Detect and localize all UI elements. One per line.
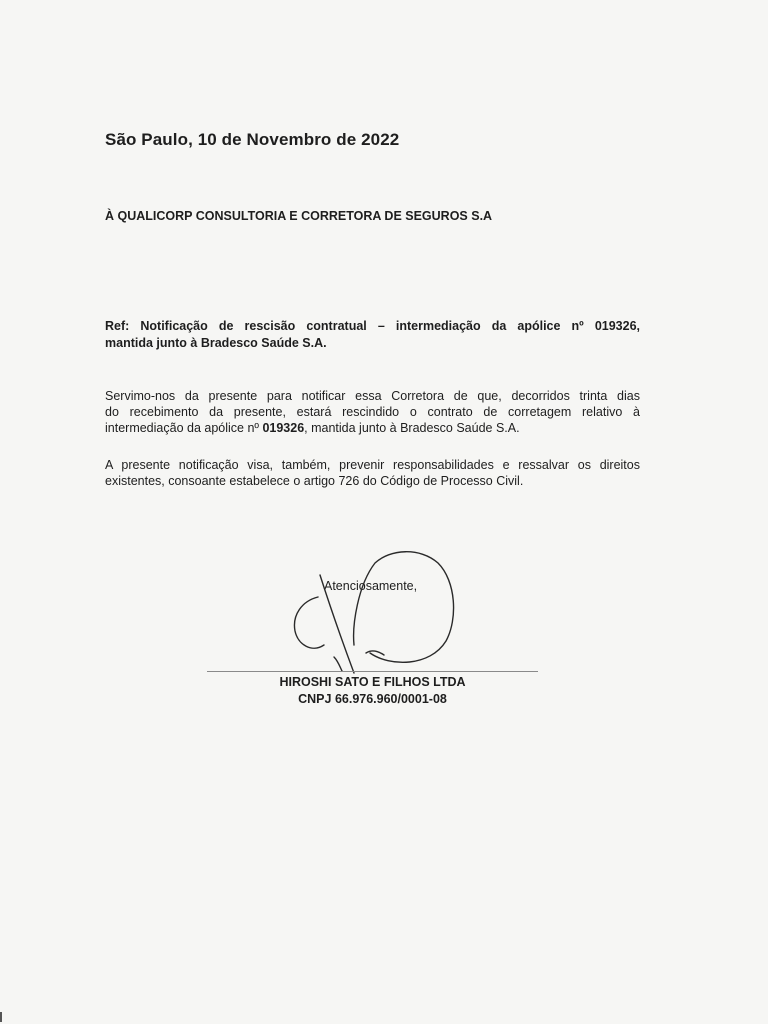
handwritten-signature — [280, 545, 470, 675]
paragraph-1-line-3-end: , mantida junto à Bradesco Saúde S.A. — [304, 421, 520, 435]
reference-line-1: Ref: Notificação de rescisão contratual – intermediação da apólice nº 019326, — [105, 319, 640, 333]
body-paragraph-1 — [105, 388, 640, 436]
body-paragraph-2 — [105, 457, 640, 489]
policy-number: 019326 — [262, 421, 305, 435]
letter-date: São Paulo, 10 de Novembro de 2022 — [105, 130, 400, 149]
closing-salutation: Atenciosamente, — [324, 579, 418, 593]
paragraph-1-line-1: Servimo-nos da presente para notificar essa Corretora de que, decorridos trinta dias — [105, 389, 640, 403]
paragraph-1-line-2: do recebimento da presente, estará rescindido o contrato de corretagem relativo à — [105, 405, 640, 419]
paragraph-1-line-3-start: intermediação da apólice nº — [105, 421, 263, 435]
company-name: HIROSHI SATO E FILHOS LTDA — [279, 675, 466, 689]
paragraph-2-line-1: A presente notificação visa, também, prevenir responsabilidades e ressalvar os direitos — [105, 458, 640, 472]
letter-reference — [105, 318, 640, 352]
reference-line-2: mantida junto à Bradesco Saúde S.A. — [105, 336, 327, 350]
scan-edge-mark — [0, 1012, 2, 1022]
paragraph-1-line-3 — [105, 420, 640, 436]
signature-line — [207, 671, 538, 672]
letter-recipient: À QUALICORP CONSULTORIA E CORRETORA DE SEGUROS S.A — [105, 209, 493, 223]
company-cnpj: CNPJ 66.976.960/0001-08 — [298, 692, 447, 706]
paragraph-2-line-2: existentes, consoante estabelece o artigo 726 do Código de Processo Civil. — [105, 474, 524, 488]
